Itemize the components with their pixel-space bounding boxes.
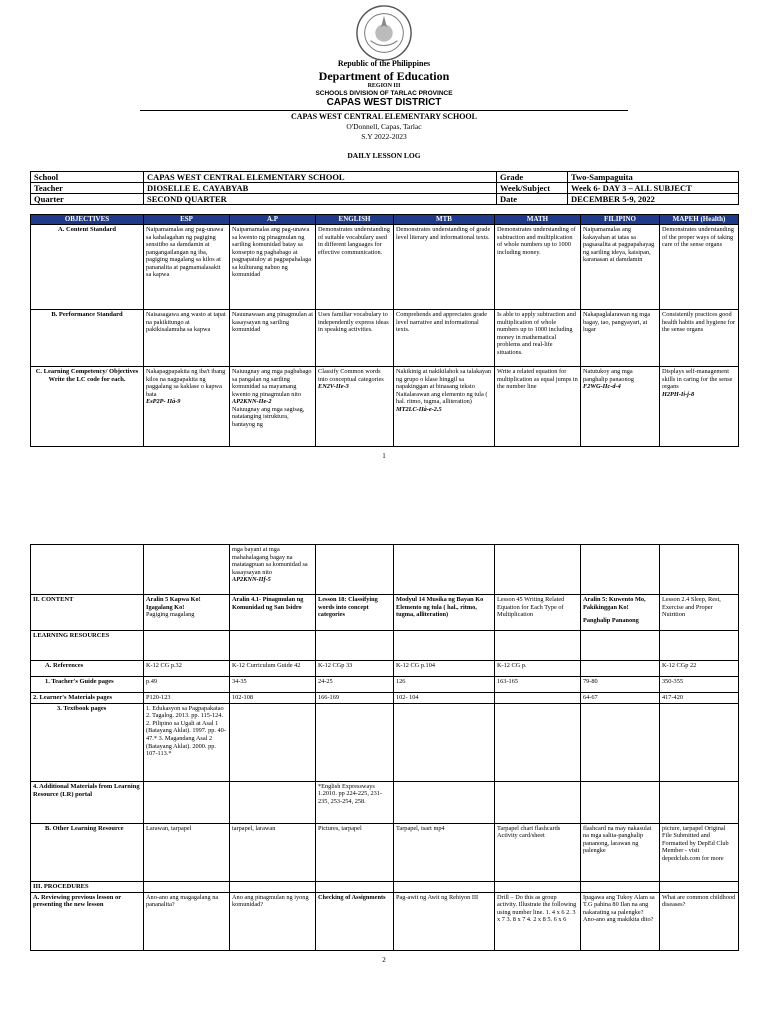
performance-standard-row xyxy=(31,310,739,367)
region-line: REGION III xyxy=(367,83,401,89)
table-cell xyxy=(316,703,394,781)
table-cell: 126 xyxy=(394,677,495,693)
district-line: CAPAS WEST DISTRICT xyxy=(326,97,442,108)
table-cell xyxy=(581,661,660,677)
table-cell xyxy=(581,781,660,823)
lc-code: AP2KNN-IIe-2 xyxy=(232,398,272,406)
header-divider xyxy=(140,110,628,111)
table-cell: Naisasagawa ang wasto at tapat na pakikitungo at pakikisalamuha sa kapwa xyxy=(144,310,230,367)
table-cell: 24-25 xyxy=(316,677,394,693)
table-cell: 166-169 xyxy=(316,693,394,704)
lesson-table xyxy=(30,544,739,951)
content-standard-row xyxy=(31,225,739,310)
table-cell xyxy=(394,781,495,823)
table-cell xyxy=(144,881,230,892)
table-cell xyxy=(495,693,581,704)
content-title: Aralin 5: Kuwento Mo, Pakikinggan Ko! xyxy=(583,596,646,611)
table-cell xyxy=(660,703,739,781)
page-number-2: 2 xyxy=(382,956,386,964)
quarter-value: SECOND QUARTER xyxy=(144,194,497,205)
reviewing-row xyxy=(31,892,739,950)
row-label: 3. Textbook pages xyxy=(31,703,144,781)
lc-code: F2WG-IIc-d-4 xyxy=(583,383,621,391)
textbook-row xyxy=(31,703,739,781)
table-cell: Is able to apply subtraction and multiplication of whole numbers up to 1000 including money in mathematical problems and real-life situations. xyxy=(495,310,581,367)
table-cell xyxy=(581,703,660,781)
col-mapeh: MAPEH (Health) xyxy=(660,215,739,225)
lc-text: Naiuugnay ang mga pagbabago sa pangalan ng sariling komunidad sa mayamang kwento ng pinagmulan nito xyxy=(232,368,312,398)
table-cell: Demonstrates understanding of the proper ways of taking care of the sense organs xyxy=(660,225,739,310)
additional-materials-row xyxy=(31,781,739,823)
division-line: SCHOOLS DIVISION OF TARLAC PROVINCE xyxy=(315,90,453,97)
teacher-value: DIOSELLE E. CAYABYAB xyxy=(144,183,497,194)
table-cell xyxy=(495,781,581,823)
table-cell: K-12 CG p.104 xyxy=(394,661,495,677)
content-title: Lesson 18: Classifying words into concept categories xyxy=(318,596,378,619)
content-sub: Lesson 2.4 Sleep, Rest, Exercise and Proper Nutrition xyxy=(662,596,721,619)
table-cell xyxy=(495,545,581,595)
lc-code: H2PH-Ii-j-8 xyxy=(662,390,695,398)
table-cell: Ano-ano ang magagalang na pananalita? xyxy=(144,892,230,950)
lc-text: Classify Common words into conceptual categories xyxy=(318,368,384,383)
table-cell xyxy=(394,881,495,892)
department-title: Department of Education xyxy=(318,69,450,83)
row-label: 2. Learner's Materials pages xyxy=(31,693,144,704)
content-sub: Pagiging magalang xyxy=(146,611,195,619)
table-cell: Naipamamalas ang kakayahan at tatas sa pagsasalita at pagpapahayag ng sariling ideya, kaisipan, karanasan at damdamin xyxy=(581,225,660,310)
table-cell: Larawan, tarpapel xyxy=(144,823,230,881)
lc-text: Nakikinig at nakikilahok sa talakayan ng grupo o klase hinggil sa napakinggan at binasang teksto Naitalarawan ang elemento ng tula ( hal. ritmo, tugma, alliteration) xyxy=(396,368,492,406)
table-cell xyxy=(394,367,495,447)
table-cell xyxy=(230,367,316,447)
table-cell: Ipagawa ang Tukoy Alam sa T.G pahina 80 Ilan na ang nakarating sa palengke? Ano-ano ang makikita dito? xyxy=(581,892,660,950)
references-row xyxy=(31,661,739,677)
row-label: A. Content Standard xyxy=(31,225,144,310)
quarter-label: Quarter xyxy=(31,194,144,205)
table-cell xyxy=(316,367,394,447)
table-cell xyxy=(316,545,394,595)
table-cell xyxy=(495,595,581,631)
row-label: 4. Additional Materials from Learning Resource (LR) portal xyxy=(31,781,144,823)
competency-sublabel: Write the LC code for each. xyxy=(48,375,126,383)
table-cell xyxy=(660,781,739,823)
table-cell: Checking of Assignments xyxy=(316,892,394,950)
row-label: LEARNING RESOURCES xyxy=(31,631,144,661)
table-cell: flashcard na may nakasulat na mga salita-panghalip pananong, larawan ng palengke xyxy=(581,823,660,881)
table-cell xyxy=(660,881,739,892)
school-year: S.Y 2022-2023 xyxy=(361,132,407,141)
content-title: Aralin 4.1- Pinagmulan ng Komunidad ng San Isidro xyxy=(232,596,304,611)
other-resources-row xyxy=(31,823,739,881)
table-cell: *English Expressways 1.2010. pp 224-225, 231-235, 253-254, 258. xyxy=(316,781,394,823)
table-cell: 102-108 xyxy=(230,693,316,704)
table-cell: 34-35 xyxy=(230,677,316,693)
col-english: ENGLISH xyxy=(316,215,394,225)
table-cell: tarpapel, larawan xyxy=(230,823,316,881)
table-cell: 102- 104 xyxy=(394,693,495,704)
grade-label: Grade xyxy=(497,172,568,183)
table-cell: 1. Edukasyon sa Pagpapakatao 2. Tagalog. 2013. pp. 115-124. 2. Pilipino sa Ugali at Asal 1 (Batayang Aklat). 1997. pp. 40-47.* 3. Magandang Asal 2 (Batayang Aklat). 2000. pp. 107-113.* xyxy=(144,703,230,781)
table-cell xyxy=(316,631,394,661)
table-cell xyxy=(230,545,316,595)
content-title: Aralin 5 Kapwa Ko! Igagalang Ko! xyxy=(146,596,201,611)
objectives-table xyxy=(30,214,739,447)
table-cell: Consistently practices good health habits and hygiene for the sense organs xyxy=(660,310,739,367)
table-cell xyxy=(144,631,230,661)
table-cell: Drill – Do this as group activity. Illustrate the following using number line. 1. 4 x 6 2. 3 x 7 3. 8 x 7 4. 2 x 8 5. 6 x 6 xyxy=(495,892,581,950)
table-cell: Comprehends and appreciates grade level narrative and informational texts. xyxy=(394,310,495,367)
lc-code: EN2V-IIe-3 xyxy=(318,383,349,391)
table-cell xyxy=(660,595,739,631)
table-cell xyxy=(230,703,316,781)
date-label: Date xyxy=(497,194,568,205)
table-cell: 417-420 xyxy=(660,693,739,704)
content-sub: Lesson 45 Writing Related Equation for Each Type of Multiplication xyxy=(497,596,565,619)
table-cell: Ano ang pinagmulan ng iyong komunidad? xyxy=(230,892,316,950)
table-cell: 64-67 xyxy=(581,693,660,704)
table-cell xyxy=(230,631,316,661)
lc-text: Displays self-management skills in caring for the sense organs xyxy=(662,368,733,391)
lc-code: AP2KNN-IIf-5 xyxy=(232,576,271,584)
lc-text: mga bayani at mga mahahalagang bagay na matatagpuan sa komunidad sa kasaysayan nito xyxy=(232,546,308,576)
table-cell xyxy=(144,545,230,595)
table-cell: Naipamamalas ang pag-unawa sa kwento ng pinagmulan ng sariling komunidad batay sa konsepto ng pagbabago at pagpapatuloy at pagpapahalaga sa kulturang nabuo ng komunidad xyxy=(230,225,316,310)
table-cell: What are common childhood diseases? xyxy=(660,892,739,950)
table-cell xyxy=(660,367,739,447)
page-number-1: 1 xyxy=(382,452,386,460)
table-cell: K-12 CG p. xyxy=(495,661,581,677)
school-label: School xyxy=(31,172,144,183)
table-cell: Tarpapel, tsart mp4 xyxy=(394,823,495,881)
table-cell xyxy=(495,367,581,447)
table-cell xyxy=(230,881,316,892)
grade-value: Two-Sampaguita xyxy=(568,172,739,183)
table-cell: Naipamamalas ang pag-unawa sa kahalagahan ng pagiging sensitibo sa damdamin at pangangailangan ng iba, pagiging magalang sa kilos at pananalita at pagmamalasakit sa kapwa xyxy=(144,225,230,310)
teacher-label: Teacher xyxy=(31,183,144,194)
school-value: CAPAS WEST CENTRAL ELEMENTARY SCHOOL xyxy=(144,172,497,183)
lc-code: MT2LC-IIà-e-2.5 xyxy=(396,405,442,413)
col-ap: A.P xyxy=(230,215,316,225)
procedures-row xyxy=(31,881,739,892)
learning-resources-row xyxy=(31,631,739,661)
school-name: CAPAS WEST CENTRAL ELEMENTARY SCHOOL xyxy=(291,112,477,121)
table-cell xyxy=(581,545,660,595)
info-row-quarter xyxy=(31,194,739,205)
table-cell xyxy=(230,781,316,823)
table-cell: 79-80 xyxy=(581,677,660,693)
row-label: B. Performance Standard xyxy=(31,310,144,367)
table-cell xyxy=(31,545,144,595)
school-address: O'Donnell, Capas, Tarlac xyxy=(346,122,422,131)
content-sub: Panghalip Pananong xyxy=(583,617,639,625)
page-gap xyxy=(0,470,768,478)
week-label: Week/Subject xyxy=(497,183,568,194)
row-label: A. Reviewing previous lesson or presenting the new lesson xyxy=(31,892,144,950)
lc-text: Naiuugnay ang mga sagisag, natatanging istruktura, bantayog ng xyxy=(232,405,305,428)
table-cell: Demonstrates understanding of subtraction and multiplication of whole numbers up to 1000 including money. xyxy=(495,225,581,310)
table-cell: Demonstrates understanding of suitable vocabulary used in different languages for effective communication. xyxy=(316,225,394,310)
table-cell: P120-123 xyxy=(144,693,230,704)
lc-text: Nakapagpapakita ng iba't ibang kilos na nagpapakita ng paggalang sa kaklase o kapwa bata xyxy=(146,368,226,398)
table-cell xyxy=(230,595,316,631)
lc-code: EsP2P- IIà-9 xyxy=(146,398,181,406)
table-cell xyxy=(581,595,660,631)
table-cell: 350-355 xyxy=(660,677,739,693)
row-label: II. CONTENT xyxy=(31,595,144,631)
info-table xyxy=(30,171,739,205)
info-row-teacher xyxy=(31,183,739,194)
table-cell xyxy=(660,545,739,595)
table-cell xyxy=(581,631,660,661)
table-cell xyxy=(394,595,495,631)
row-label: III. PROCEDURES xyxy=(31,881,144,892)
table-cell: K-12 CGp 22 xyxy=(660,661,739,677)
table-cell: p.49 xyxy=(144,677,230,693)
table-cell xyxy=(394,545,495,595)
table-cell xyxy=(316,881,394,892)
content-row xyxy=(31,595,739,631)
table-cell: picture, tarpapel Original File Submitted and Formatted by DepEd Club Member - visit depedclub.com for more xyxy=(660,823,739,881)
table-cell: K-12 CGp 33 xyxy=(316,661,394,677)
table-cell xyxy=(495,631,581,661)
table-cell xyxy=(144,367,230,447)
row-label: 1. Teacher's Guide pages xyxy=(31,677,144,693)
table-cell xyxy=(660,631,739,661)
row-label xyxy=(31,367,144,447)
info-row-school xyxy=(31,172,739,183)
table-cell xyxy=(144,595,230,631)
row-label: B. Other Learning Resource xyxy=(31,823,144,881)
learners-materials-row xyxy=(31,693,739,704)
continued-row xyxy=(31,545,739,595)
table-cell: K-12 CG p.32 xyxy=(144,661,230,677)
table-cell xyxy=(495,703,581,781)
date-value: DECEMBER 5-9, 2022 xyxy=(568,194,739,205)
competency-row xyxy=(31,367,739,447)
row-label: A. References xyxy=(31,661,144,677)
col-filipino: FILIPINO xyxy=(581,215,660,225)
competency-label: C. Learning Competency/ Objectives xyxy=(35,368,139,375)
table-cell: Tarpapel chart flashcards Activity card/sheet xyxy=(495,823,581,881)
table-cell xyxy=(394,703,495,781)
col-mtb: MTB xyxy=(394,215,495,225)
table-cell: Uses familiar vocabulary to independently express ideas in speaking activities. xyxy=(316,310,394,367)
document-page-2 xyxy=(0,478,768,1024)
teachers-guide-row xyxy=(31,677,739,693)
week-value: Week 6- DAY 3 – ALL SUBJECT xyxy=(568,183,739,194)
table-cell: Demonstrates understanding of grade level literary and informational texts. xyxy=(394,225,495,310)
table-cell xyxy=(394,631,495,661)
col-math: MATH xyxy=(495,215,581,225)
table-cell xyxy=(144,781,230,823)
table-cell xyxy=(495,881,581,892)
doc-title: DAILY LESSON LOG xyxy=(347,151,421,160)
table-cell xyxy=(581,881,660,892)
table-cell xyxy=(581,367,660,447)
col-objectives: OBJECTIVES xyxy=(31,215,144,225)
table-cell: Pag-awit ng Awit ng Rehiyon III xyxy=(394,892,495,950)
document-page-1 xyxy=(0,0,768,470)
table-cell: Pictures, tarpapel xyxy=(316,823,394,881)
table-cell: K-12 Curriculum Guide 42 xyxy=(230,661,316,677)
col-esp: ESP xyxy=(144,215,230,225)
republic-line: Republic of the Philippines xyxy=(337,59,431,68)
deped-seal-icon xyxy=(355,4,413,62)
table-cell xyxy=(316,595,394,631)
table-cell: Nakapaglalarawan ng mga bagay, tao, pangyayari, at lugar xyxy=(581,310,660,367)
lc-text: Write a related equation for multiplication as equal jumps in the number line xyxy=(497,368,578,391)
column-header-row xyxy=(31,215,739,225)
table-cell: Nauunawaan ang pinagmulan at kasaysayan ng sariling komunidad xyxy=(230,310,316,367)
content-title: Modyul 14 Musika ng Bayan Ko Elemento ng tula ( hal., ritmo, tugma, alliteration) xyxy=(396,596,484,619)
lc-text: Natutukoy ang mga panghalip panaonog xyxy=(583,368,634,383)
table-cell: 163-165 xyxy=(495,677,581,693)
